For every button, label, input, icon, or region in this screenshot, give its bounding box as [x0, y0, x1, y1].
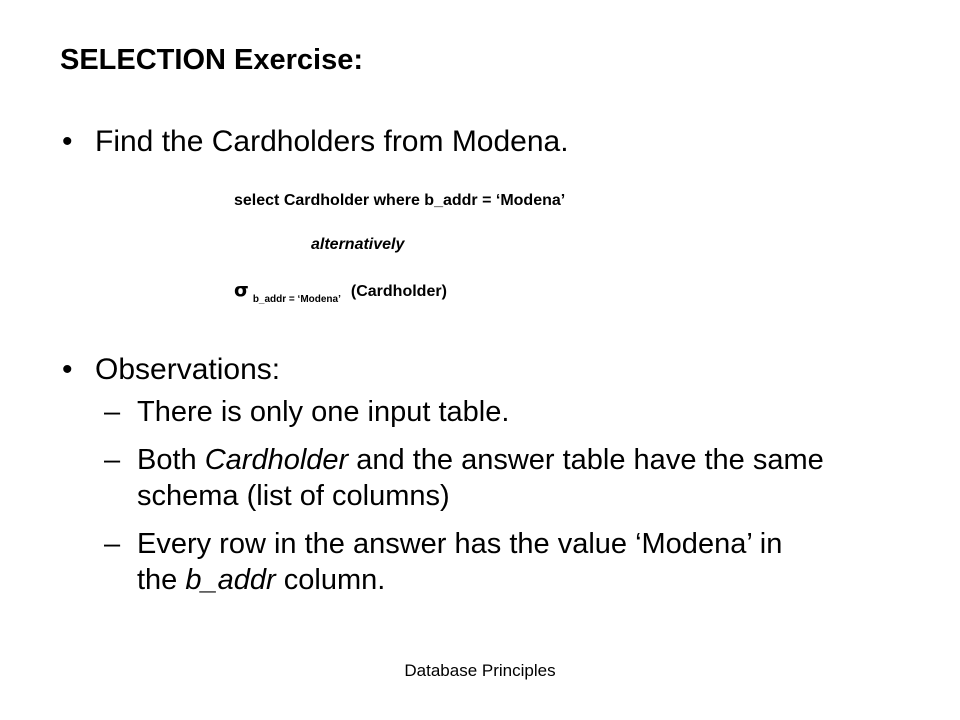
observation-3-line-2 [137, 562, 385, 598]
sigma-symbol: σ [234, 279, 249, 301]
observation-2-text-c: and the answer table have the same [348, 444, 824, 476]
slide-title: SELECTION Exercise: [60, 44, 363, 76]
alternatively-label: alternatively [311, 236, 405, 253]
bullet-find [62, 124, 569, 160]
observation-3-column-name: b_addr [185, 564, 276, 596]
bullet-dot: • [62, 125, 73, 158]
bullet-find-text: Find the Cardholders from Modena. [95, 125, 569, 158]
dash-marker: – [104, 444, 121, 476]
bullet-dot: • [62, 353, 73, 386]
dash-marker: – [104, 396, 121, 428]
selection-condition: b_addr = ‘Modena’ [252, 294, 341, 305]
observation-3-text-a: the [137, 564, 186, 596]
observation-3 [104, 526, 782, 562]
observation-1 [104, 394, 509, 430]
footer-text: Database Principles [404, 661, 556, 680]
observation-2-text-a: Both [137, 444, 205, 476]
observation-3-text-c: column. [275, 564, 386, 596]
dash-marker: – [104, 528, 121, 560]
sql-query: select Cardholder where b_addr = ‘Modena’ [234, 192, 566, 209]
observation-3-text: Every row in the answer has the value ‘Modena’ in [137, 528, 783, 560]
observation-2-table-name: Cardholder [204, 444, 349, 476]
relational-algebra-expression [234, 279, 447, 305]
bullet-observations-text: Observations: [95, 353, 281, 386]
bullet-observations [62, 352, 280, 388]
relation-name: (Cardholder) [350, 283, 447, 300]
observation-2-line-2: schema (list of columns) [137, 480, 450, 512]
observation-2 [104, 442, 824, 478]
observation-1-text: There is only one input table. [137, 396, 510, 428]
